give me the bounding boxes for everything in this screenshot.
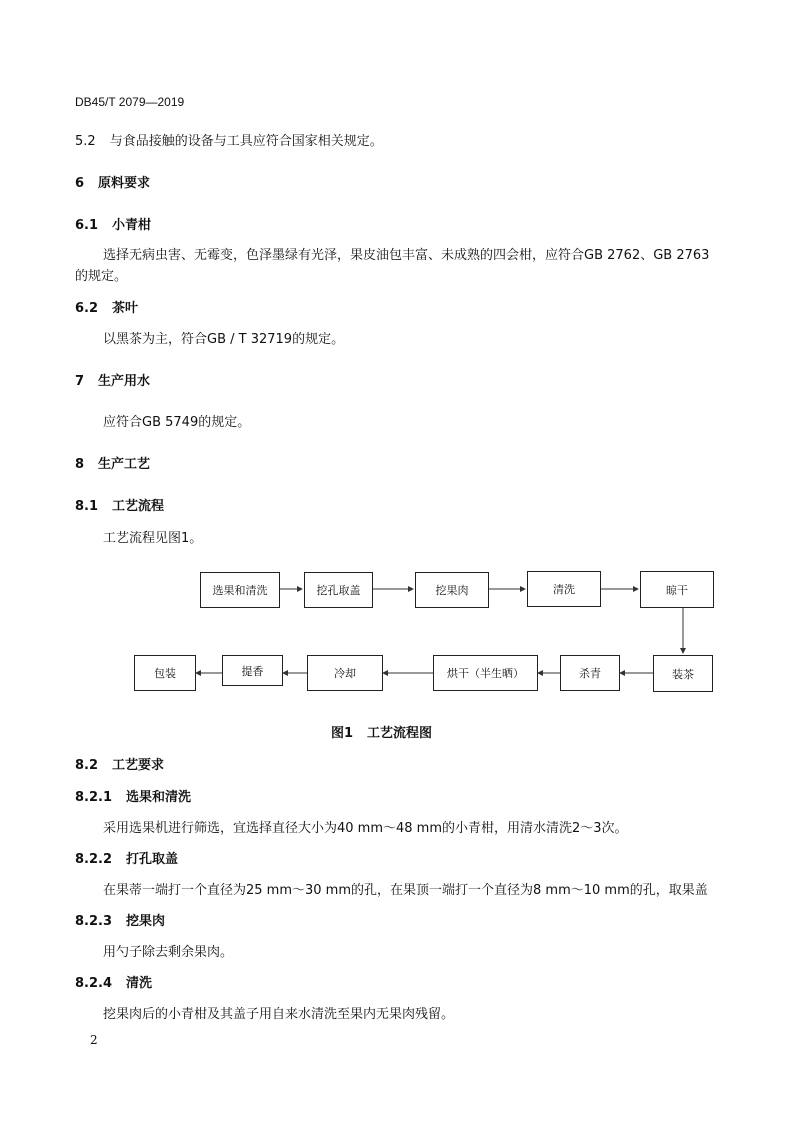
paragraph-6-1-line1: 选择无病虫害、无霉变，色泽墨绿有光泽，果皮油包丰富、未成熟的四会柑，应符合GB 2762、GB 2763 [103,248,710,263]
heading-title: 挖果肉 [126,914,166,929]
heading-title: 工艺要求 [112,758,165,773]
paragraph-8-1: 工艺流程见图1。 [103,531,203,546]
paragraph-6-1-line2: 的规定。 [75,269,128,284]
heading-8-2 [75,754,164,773]
heading-title: 打孔取盖 [126,852,179,867]
paragraph-8-2-1: 采用选果机进行筛选，宜选择直径大小为40 mm～48 mm的小青柑，用清水清洗2～3次。 [103,821,628,836]
document-id: DB45/T 2079—2019 [75,95,185,109]
heading-number: 6 [75,176,85,191]
heading-8-2-3 [75,910,165,929]
heading-title: 选果和清洗 [126,790,192,805]
heading-6 [75,172,150,191]
figure-caption [331,722,432,741]
heading-number: 8 [75,457,85,472]
heading-number: 6.1 [75,218,99,233]
heading-number: 8.1 [75,499,99,514]
paragraph-6-2: 以黑茶为主，符合GB / T 32719的规定。 [103,332,345,347]
heading-title: 清洗 [126,976,153,991]
flow-step-aroma: 提香 [222,655,283,686]
heading-title: 茶叶 [112,301,139,316]
flow-step-cool: 冷却 [307,655,383,691]
heading-title: 小青柑 [112,218,152,233]
clause-text: 与食品接触的设备与工具应符合国家相关规定。 [109,134,383,149]
heading-number: 8.2.1 [75,790,113,805]
heading-number: 8.2 [75,758,99,773]
heading-number: 6.2 [75,301,99,316]
clause-5-2 [75,130,383,149]
heading-6-1 [75,214,151,233]
flow-step-select-wash: 选果和清洗 [200,572,280,608]
heading-8-1 [75,495,164,514]
heading-8-2-2 [75,848,178,867]
heading-7 [75,370,150,389]
heading-number: 7 [75,374,85,389]
paragraph-8-2-2: 在果蒂一端打一个直径为25 mm～30 mm的孔，在果顶一端打一个直径为8 mm～10 mm的孔，取果盖 [103,883,708,898]
figure-title: 工艺流程图 [367,726,433,741]
paragraph-8-2-4: 挖果肉后的小青柑及其盖子用自来水清洗至果内无果肉残留。 [103,1007,455,1022]
heading-number: 8.2.3 [75,914,113,929]
heading-number: 8.2.2 [75,852,113,867]
heading-number: 8.2.4 [75,976,113,991]
clause-number: 5.2 [75,134,96,149]
heading-6-2 [75,297,138,316]
flow-step-kill-green: 杀青 [560,655,620,691]
heading-title: 工艺流程 [112,499,165,514]
flow-step-rinse: 清洗 [527,571,601,607]
flow-step-air-dry: 晾干 [640,571,714,608]
heading-8-2-4 [75,972,152,991]
flow-step-punch-lid: 挖孔取盖 [304,572,373,608]
page-number: 2 [90,1033,98,1047]
heading-title: 生产工艺 [98,457,151,472]
heading-title: 生产用水 [98,374,151,389]
heading-8-2-1 [75,786,191,805]
flow-step-fill-tea: 装茶 [653,655,713,692]
figure-number: 图1 [331,726,354,741]
paragraph-8-2-3: 用勺子除去剩余果肉。 [103,945,234,960]
flow-step-package: 包装 [134,655,196,691]
paragraph-7: 应符合GB 5749的规定。 [103,415,251,430]
flow-step-scoop-pulp: 挖果肉 [415,572,489,608]
flow-step-bake: 烘干（半生晒） [433,655,538,691]
heading-title: 原料要求 [98,176,151,191]
heading-8 [75,453,150,472]
